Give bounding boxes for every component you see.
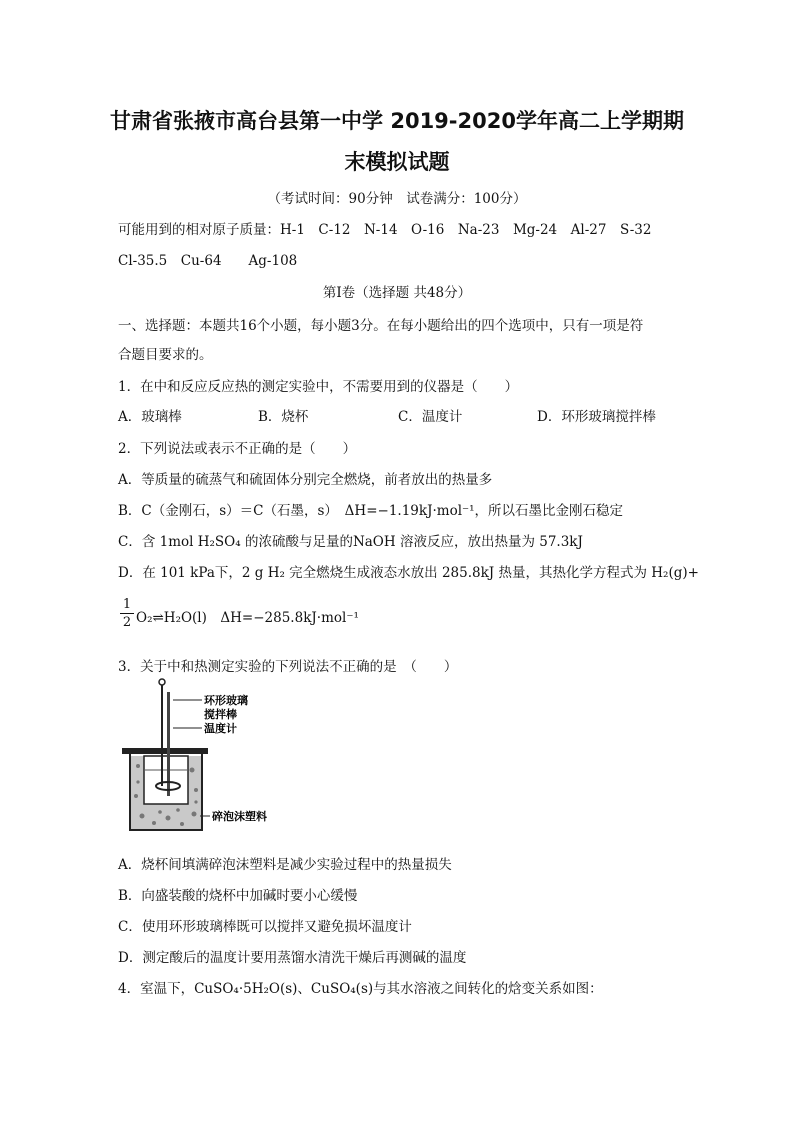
label-foam: 碎泡沫塑料 [212, 810, 267, 823]
question-3-stem: 3．关于中和热测定实验的下列说法不正确的是 （ ） [118, 659, 458, 675]
fraction-denominator: 2 [122, 615, 132, 630]
question-3-option-d: D．测定酸后的温度计要用蒸馏水清洗干燥后再测碱的温度 [118, 950, 467, 966]
page-title-line-2: 末模拟试题 [344, 150, 450, 174]
section-intro-line-2: 合题目要求的。 [118, 347, 213, 363]
atomic-masses-line-1: 可能用到的相对原子质量：H-1 C-12 N-14 O-16 Na-23 Mg-24 Al-27 S-32 [118, 222, 652, 238]
question-3-option-c: C．使用环形玻璃棒既可以搅拌又避免损坏温度计 [118, 919, 412, 935]
exam-info: （考试时间：90分钟 试卷满分：100分） [267, 191, 527, 207]
question-2-option-d: D．在 101 kPa下，2 g H₂ 完全燃烧生成液态水放出 285.8kJ 热量，其热化学方程式为 H₂(g)+ [118, 565, 699, 581]
calorimeter-diagram [118, 678, 288, 838]
question-3-option-b: B．向盛装酸的烧杯中加碱时要小心缓慢 [118, 888, 358, 904]
calorimeter-lid [122, 748, 208, 754]
question-3-option-a: A．烧杯间填满碎泡沫塑料是减少实验过程中的热量损失 [118, 857, 452, 873]
question-4-stem: 4．室温下，CuSO₄·5H₂O(s)、CuSO₄(s)与其水溶液之间转化的焓变关系如图： [118, 981, 603, 997]
fraction-numerator: 1 [122, 597, 132, 612]
question-2-option-a: A．等质量的硫蒸气和硫固体分别完全燃烧，前者放出的热量多 [118, 472, 493, 488]
page-title-line-1: 甘肃省张掖市高台县第一中学 2019-2020学年高二上学期期 [110, 109, 684, 133]
label-thermometer: 温度计 [204, 722, 237, 735]
question-1-option-d: D．环形玻璃搅拌棒 [537, 409, 656, 425]
section-intro-line-1: 一、选择题：本题共16个小题，每小题3分。在每小题给出的四个选项中，只有一项是符 [118, 318, 644, 334]
question-2-stem: 2．下列说法或表示不正确的是（ ） [118, 441, 357, 457]
question-2-option-c: C．含 1mol H₂SO₄ 的浓硫酸与足量的NaOH 溶液反应，放出热量为 57.3kJ [118, 534, 583, 550]
question-1-option-c: C．温度计 [398, 409, 463, 425]
question-1-option-a: A．玻璃棒 [118, 409, 182, 425]
question-1-option-b: B．烧杯 [258, 409, 309, 425]
label-ring-stirrer-1: 环形玻璃 [204, 694, 248, 707]
thermometer [167, 692, 170, 796]
label-ring-stirrer-2: 搅拌棒 [204, 708, 237, 721]
question-1-stem: 1．在中和反应反应热的测定实验中，不需要用到的仪器是（ ） [118, 379, 519, 395]
fraction-bar [120, 613, 134, 614]
question-2-option-b: B．C（金刚石，s）＝C（石墨，s） ΔH=−1.19kJ·mol⁻¹，所以石墨比金刚石稳定 [118, 503, 624, 519]
atomic-masses-line-2: Cl-35.5 Cu-64 Ag-108 [118, 253, 298, 269]
inner-beaker [144, 756, 188, 804]
section-heading: 第Ⅰ卷（选择题 共48分） [322, 285, 472, 301]
fraction-one-half [120, 597, 134, 630]
question-2-equation: O₂⇌H₂O(l) ΔH=−285.8kJ·mol⁻¹ [136, 610, 359, 626]
